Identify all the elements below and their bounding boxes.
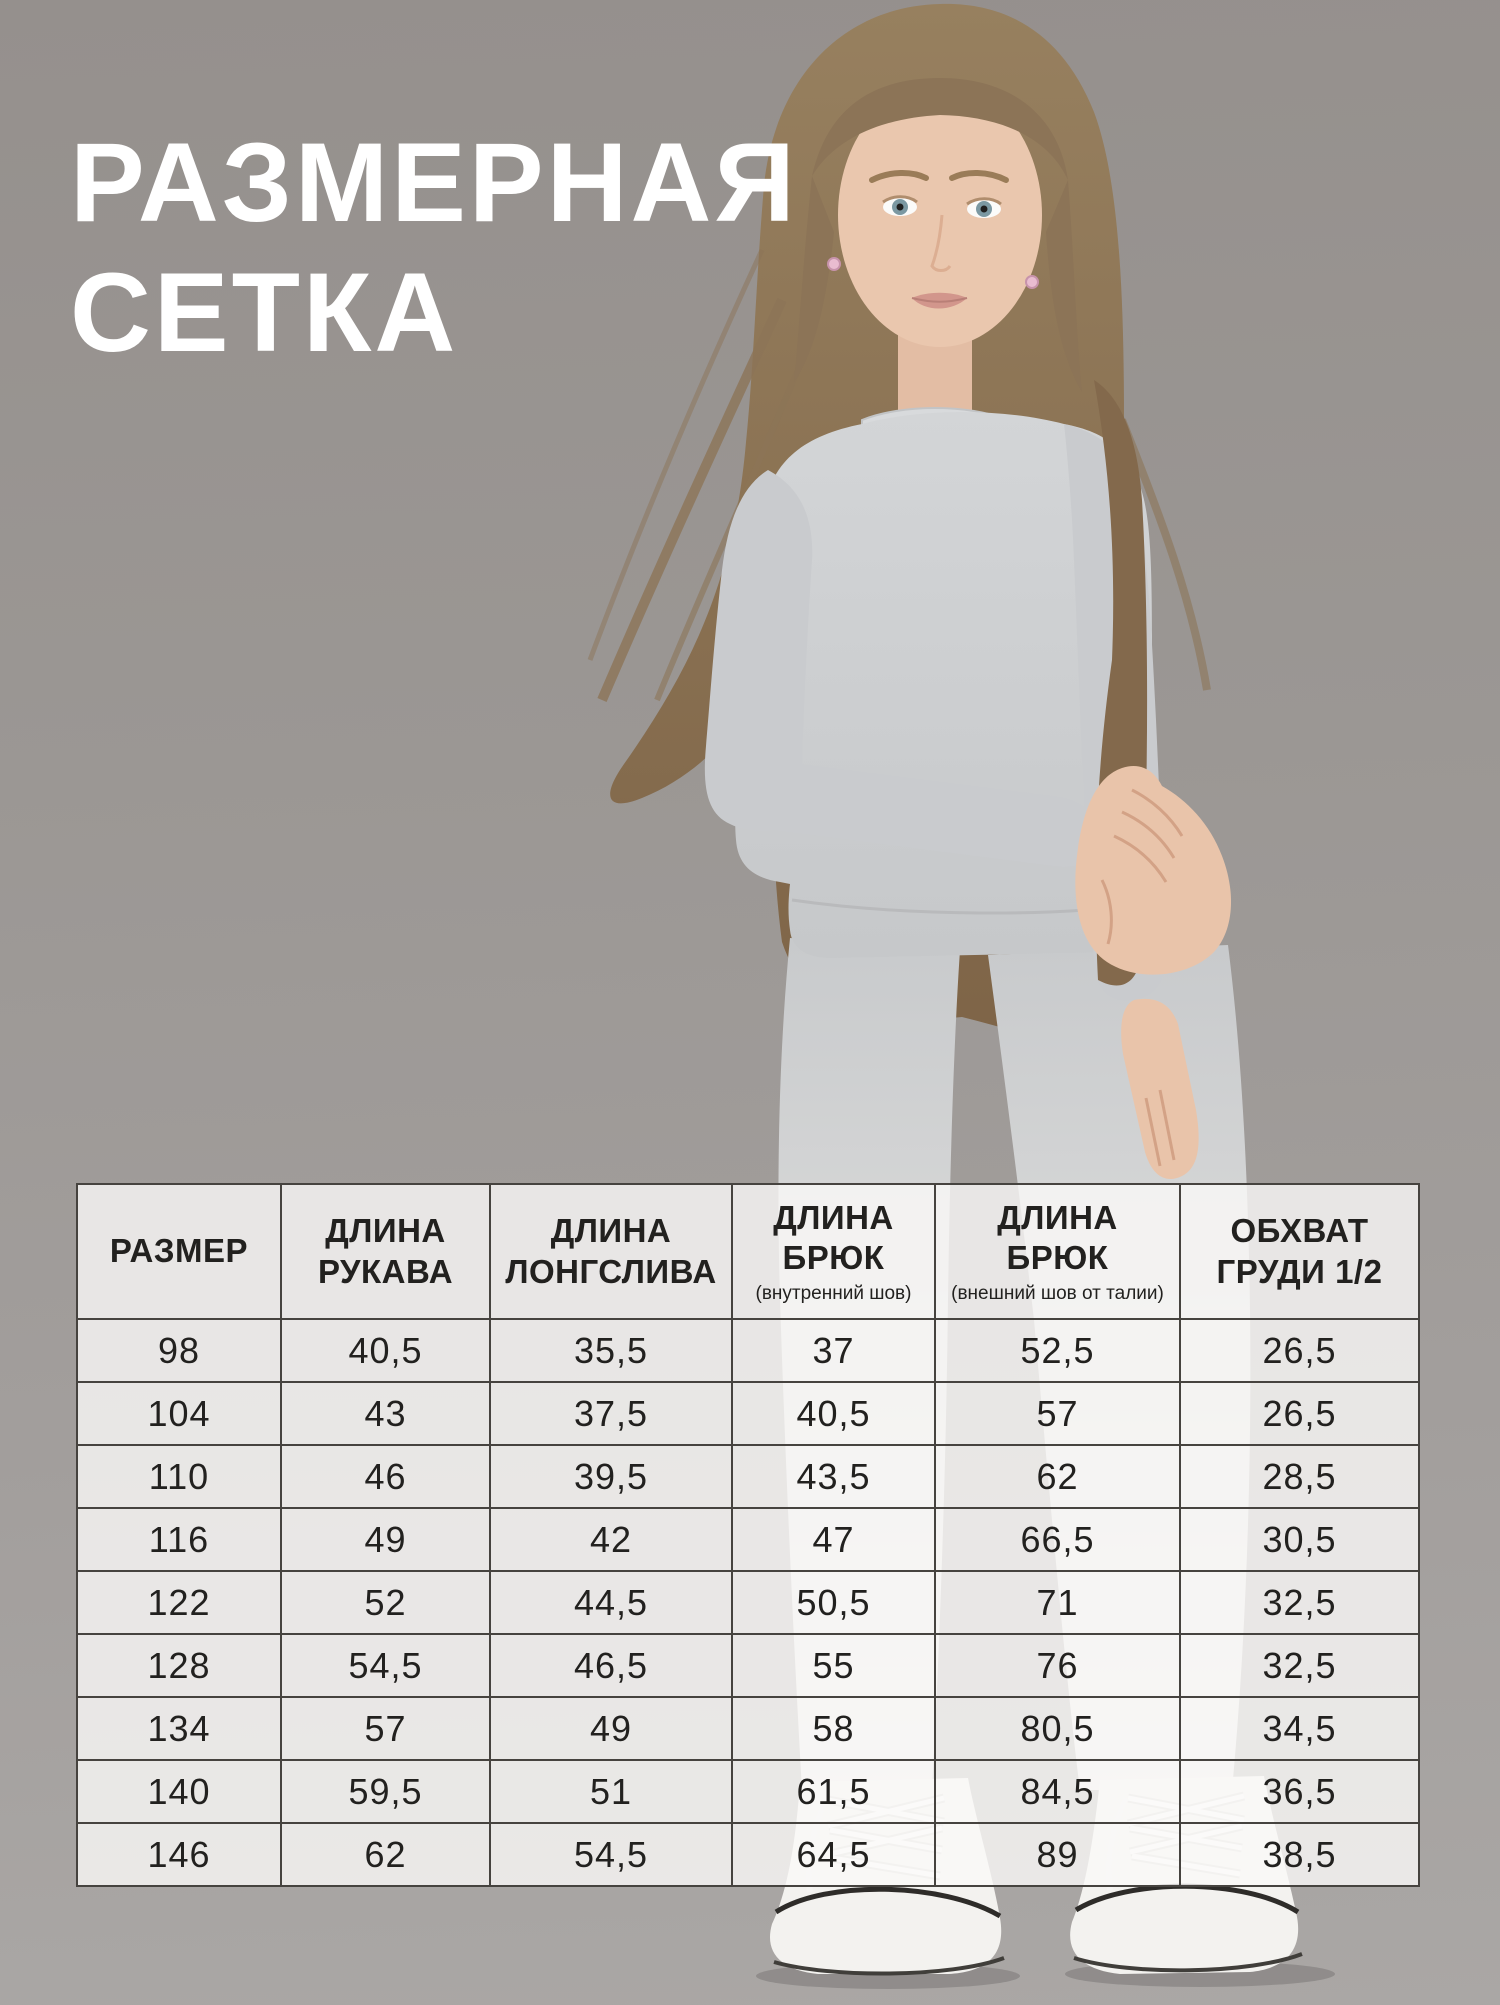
cell: 37,5 <box>490 1382 732 1445</box>
table-row <box>77 1382 1419 1445</box>
cell: 26,5 <box>1180 1382 1419 1445</box>
table-row <box>77 1634 1419 1697</box>
cell: 71 <box>935 1571 1180 1634</box>
cell: 98 <box>77 1319 281 1382</box>
cell: 54,5 <box>490 1823 732 1886</box>
cell: 43,5 <box>732 1445 935 1508</box>
col-header-chest-half: ОБХВАТ ГРУДИ 1/2 <box>1180 1184 1419 1319</box>
cell: 58 <box>732 1697 935 1760</box>
table-row <box>77 1697 1419 1760</box>
cell: 52 <box>281 1571 490 1634</box>
cell: 134 <box>77 1697 281 1760</box>
cell: 50,5 <box>732 1571 935 1634</box>
cell: 39,5 <box>490 1445 732 1508</box>
cell: 35,5 <box>490 1319 732 1382</box>
size-table-header <box>77 1184 1419 1319</box>
cell: 76 <box>935 1634 1180 1697</box>
col-header-pants-inseam: ДЛИНА БРЮК (внутренний шов) <box>732 1184 935 1319</box>
cell: 47 <box>732 1508 935 1571</box>
cell: 62 <box>281 1823 490 1886</box>
cell: 57 <box>935 1382 1180 1445</box>
table-row <box>77 1508 1419 1571</box>
earring-right <box>1026 276 1038 288</box>
page-title-line2: СЕТКА <box>70 249 459 375</box>
eye-right <box>967 199 1001 218</box>
col-header-pants-outseam: ДЛИНА БРЮК (внешний шов от талии) <box>935 1184 1180 1319</box>
cell: 84,5 <box>935 1760 1180 1823</box>
cell: 43 <box>281 1382 490 1445</box>
cell: 55 <box>732 1634 935 1697</box>
cell: 49 <box>281 1508 490 1571</box>
cell: 116 <box>77 1508 281 1571</box>
cell: 89 <box>935 1823 1180 1886</box>
cell: 128 <box>77 1634 281 1697</box>
cell: 104 <box>77 1382 281 1445</box>
cell: 57 <box>281 1697 490 1760</box>
cell: 32,5 <box>1180 1634 1419 1697</box>
cell: 36,5 <box>1180 1760 1419 1823</box>
cell: 52,5 <box>935 1319 1180 1382</box>
table-row <box>77 1445 1419 1508</box>
table-row <box>77 1760 1419 1823</box>
cell: 37 <box>732 1319 935 1382</box>
size-table <box>76 1183 1420 1887</box>
size-table-body <box>77 1319 1419 1886</box>
cell: 62 <box>935 1445 1180 1508</box>
cell: 146 <box>77 1823 281 1886</box>
col-header-size: РАЗМЕР <box>77 1184 281 1319</box>
cell: 54,5 <box>281 1634 490 1697</box>
cell: 30,5 <box>1180 1508 1419 1571</box>
cell: 46,5 <box>490 1634 732 1697</box>
cell: 46 <box>281 1445 490 1508</box>
cell: 34,5 <box>1180 1697 1419 1760</box>
table-row <box>77 1571 1419 1634</box>
cell: 51 <box>490 1760 732 1823</box>
table-row <box>77 1823 1419 1886</box>
cell: 42 <box>490 1508 732 1571</box>
cell: 44,5 <box>490 1571 732 1634</box>
cell: 110 <box>77 1445 281 1508</box>
cell: 49 <box>490 1697 732 1760</box>
eye-left <box>883 197 917 216</box>
col-header-longsleeve-length: ДЛИНА ЛОНГСЛИВА <box>490 1184 732 1319</box>
cell: 40,5 <box>281 1319 490 1382</box>
col-header-sleeve-length: ДЛИНА РУКАВА <box>281 1184 490 1319</box>
cell: 40,5 <box>732 1382 935 1445</box>
table-row <box>77 1319 1419 1382</box>
cell: 38,5 <box>1180 1823 1419 1886</box>
hand-holding-arm <box>1075 766 1231 975</box>
page-title-line1: РАЗМЕРНАЯ <box>70 120 798 245</box>
cell: 64,5 <box>732 1823 935 1886</box>
cell: 140 <box>77 1760 281 1823</box>
cell: 28,5 <box>1180 1445 1419 1508</box>
earring-left <box>828 258 840 270</box>
cell: 66,5 <box>935 1508 1180 1571</box>
cell: 122 <box>77 1571 281 1634</box>
cell: 61,5 <box>732 1760 935 1823</box>
cell: 80,5 <box>935 1697 1180 1760</box>
cell: 59,5 <box>281 1760 490 1823</box>
cell: 26,5 <box>1180 1319 1419 1382</box>
cell: 32,5 <box>1180 1571 1419 1634</box>
page-title <box>70 118 798 378</box>
